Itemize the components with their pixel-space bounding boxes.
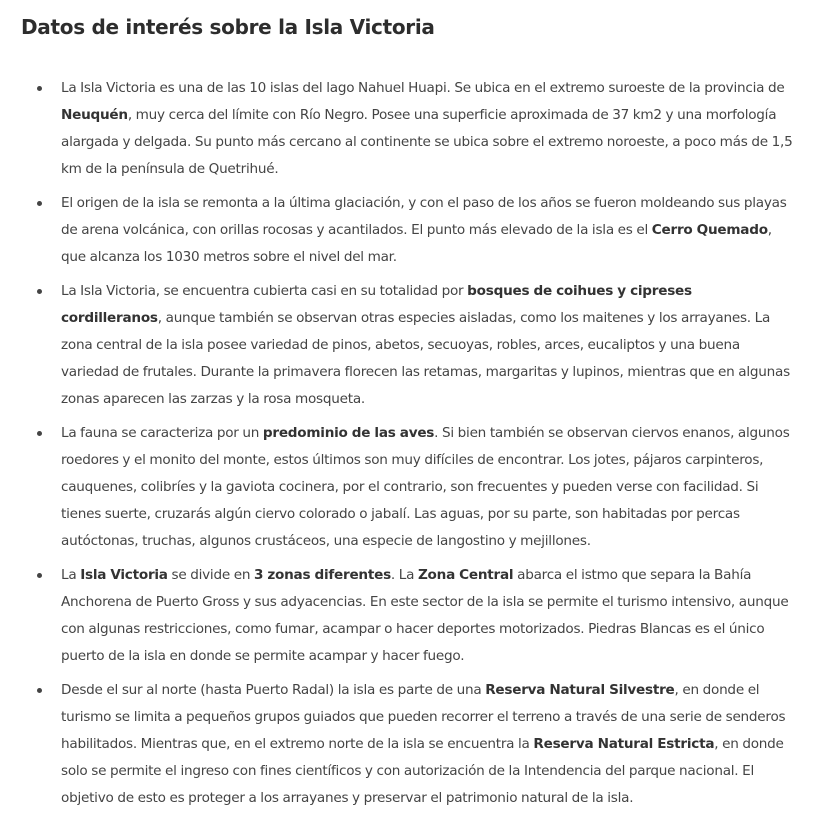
text-segment: , en donde el turismo se limita a pequeños grupos guiados que pueden recorrer el terreno a través de una serie de senderos habilitados. Mientras que, en el extremo norte de la isla se encuentra la bbox=[61, 682, 786, 752]
text-segment: . La bbox=[390, 567, 418, 583]
text-segment: La Isla Victoria es una de las 10 islas del lago Nahuel Huapi. Se ubica en el extremo suroeste de la provincia de bbox=[61, 80, 785, 96]
bullet-icon bbox=[37, 289, 42, 294]
article-title: Datos de interés sobre la Isla Victoria bbox=[21, 15, 435, 39]
bold-text: Reserva Natural Silvestre bbox=[485, 682, 675, 698]
text-segment: . Si bien también se observan ciervos enanos, algunos roedores y el monito del monte, estos últimos son muy difíciles de encontrar. Los jotes, pájaros carpinteros, cauquenes, colibríes y la gaviota cocinera, por el contrario, son frecuentes y pueden verse con facilidad. Si tienes suerte, cruzarás algún ciervo colorado o jabalí. Las aguas, por su parte, son habitadas por percas autóctonas, truchas, algunos crustáceos, una especie de langostino y mejillones. bbox=[61, 425, 790, 549]
list-item bbox=[21, 420, 794, 555]
bold-text: 3 zonas diferentes bbox=[253, 567, 391, 583]
facts-list bbox=[21, 75, 794, 812]
text-segment: La bbox=[61, 567, 81, 583]
bullet-icon bbox=[37, 688, 42, 693]
bullet-icon bbox=[37, 201, 42, 206]
bold-text: Reserva Natural Estricta bbox=[533, 736, 715, 752]
text-segment: se divide en bbox=[167, 567, 254, 583]
list-item bbox=[21, 562, 794, 670]
bold-text: bosques de coihues y cipreses cordilleranos bbox=[61, 283, 692, 326]
bullet-icon bbox=[37, 573, 42, 578]
text-segment: , muy cerca del límite con Río Negro. Posee una superficie aproximada de 37 km2 y una morfología alargada y delgada. Su punto más cercano al continente se ubica sobre el extremo noroeste, a poco más de 1,5 km de la península de Quetrihué. bbox=[61, 107, 793, 177]
text-segment: , aunque también se observan otras especies aisladas, como los maitenes y los arrayanes. La zona central de la isla posee variedad de pinos, abetos, secuoyas, robles, arces, eucaliptos y una buena variedad de frutales. Durante la primavera florecen las retamas, margaritas y lupinos, mientras que en algunas zonas aparecen las zarzas y la rosa mosqueta. bbox=[61, 310, 790, 407]
text-segment: El origen de la isla se remonta a la última glaciación, y con el paso de los años se fueron moldeando sus playas de arena volcánica, con orillas rocosas y acantilados. El punto más elevado de la isla es el bbox=[61, 195, 787, 238]
list-item bbox=[21, 278, 794, 413]
list-item bbox=[21, 677, 794, 812]
bold-text: Cerro Quemado bbox=[651, 222, 768, 238]
bold-text: Isla Victoria bbox=[80, 567, 168, 583]
text-segment: La Isla Victoria, se encuentra cubierta casi en su totalidad por bbox=[61, 283, 468, 299]
text-segment: La fauna se caracteriza por un bbox=[61, 425, 263, 441]
list-item bbox=[21, 75, 794, 183]
text-segment: Desde el sur al norte (hasta Puerto Radal) la isla es parte de una bbox=[61, 682, 486, 698]
bold-text: predominio de las aves bbox=[262, 425, 435, 441]
text-segment: , en donde solo se permite el ingreso con fines científicos y con autorización de la Intendencia del parque nacional. El objetivo de esto es proteger a los arrayanes y preservar el patrimonio natural de la isla. bbox=[61, 736, 784, 806]
bullet-icon bbox=[37, 431, 42, 436]
bold-text: Neuquén bbox=[61, 107, 128, 123]
text-segment: abarca el istmo que separa la Bahía Anchorena de Puerto Gross y sus adyacencias. En este sector de la isla se permite el turismo intensivo, aunque con algunas restricciones, como fumar, acampar o hacer deportes motorizados. Piedras Blancas es el único puerto de la isla en donde se permite acampar y hacer fuego. bbox=[61, 567, 789, 664]
list-item bbox=[21, 190, 794, 271]
text-segment: , que alcanza los 1030 metros sobre el nivel del mar. bbox=[61, 222, 772, 265]
bold-text: Zona Central bbox=[417, 567, 514, 583]
bullet-icon bbox=[37, 86, 42, 91]
